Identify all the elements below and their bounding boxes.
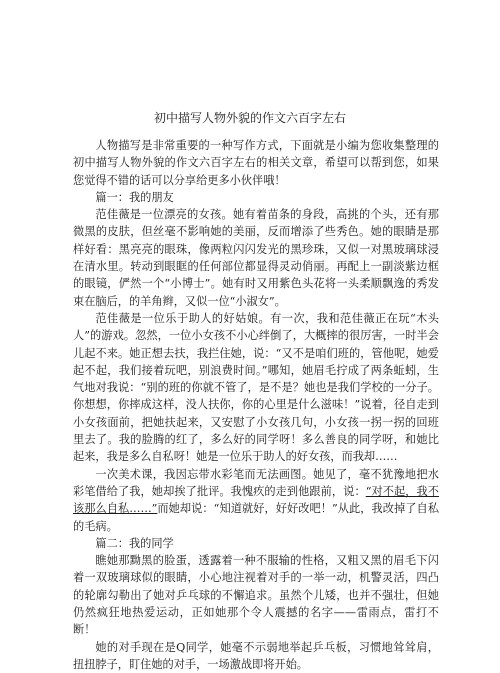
paragraph-1: 范佳薇是一位漂亮的女孩。她有着苗条的身段，高挑的个头，还有那微黑的皮肤，但丝毫不影响她的美丽，反而增添了些秀色。她的眼睛是那样好看：黑亮亮的眼珠，像两粒闪闪发光的黑珍珠，又似一对黑玻璃球浸在清水里。转动到眼眶的任何部位都显得灵动俏丽。再配上一副淡紫边框的眼镜，俨然一个“小博士”。她有时又用紫色头花将一头柔顺飘逸的秀发束在脑后，的羊角辫，又似一位“小淑女”。	[73, 208, 439, 308]
paragraph-5: 她的对手现在是Q同学，她毫不示弱地举起乒乓板，习惯地耸耸肩，扭扭脖子，盯住她的对手，一场激战即将开始。	[73, 640, 439, 671]
paragraph-3	[73, 466, 439, 535]
underlined-quote: “对不起，我不该那么自私……”	[73, 484, 439, 516]
article-title: 初中描写人物外貌的作文六百字左右	[153, 111, 346, 125]
paragraph-3-start: 一次美术课，我因忘带水彩笔而无法画图。她见了，毫不犹豫地把水彩笔借给了我，她却挨了批评。我愧疚的走到他跟前，说：	[73, 467, 439, 498]
paragraph-4: 瞧她那黝黑的脸蛋，透露着一种不服输的性格，又粗又黑的眉毛下闪着一双玻璃球似的眼睛，小心地注视着对手的一举一动，机警灵活，四凸的轮廓勾勒出了她对乒乓球的不懈追求。虽然个儿矮，也并不强壮，但她仍然疯狂地热爱运动，正如她那个令人震撼的名字——雷雨点，雷打不断！	[73, 554, 439, 637]
paragraph-2: 范佳薇是一位乐于助人的好姑娘。有一次，我和范佳薇正在玩“木头人”的游戏。忽然，一位小女孩不小心绊倒了，大概摔的很厉害，一时半会儿起不来。她正想去扶，我拦住她，说：“又不是咱们班的，管他呢，她爱起不起，我们接着玩吧，别浪费时间。”哪知，她眉毛拧成了两条蚯蚓，生气地对我说：“别的班的你就不管了，是不是？她也是我们学校的一分子。你想想，你摔成这样，没人扶你，你的心里是什么滋味！”说着，径自走到小女孩面前，把她扶起来，又安慰了小女孩几句，小女孩一拐一拐的回班里去了。我的脸腾的红了，多么好的同学呀！多么善良的同学呀，和她比起来，我是多么自私呀！她是一位乐于助人的好女孩，而我却……	[73, 311, 439, 464]
article-body	[73, 137, 439, 673]
intro-paragraph: 人物描写是非常重要的一种写作方式，下面就是小编为您收集整理的初中描写人物外貌的作文六百字左右的相关文章，希望可以帮到您，如果您觉得不错的话可以分享给更多小伙伴哦！	[73, 139, 439, 187]
section-2-heading: 篇二：我的同学	[95, 536, 174, 550]
paragraph-3-end: 而她却说：“知道就好，好好改吧！”从此，我改掉了自私的毛病。	[73, 502, 439, 533]
section-1-heading: 篇一：我的朋友	[95, 190, 174, 204]
